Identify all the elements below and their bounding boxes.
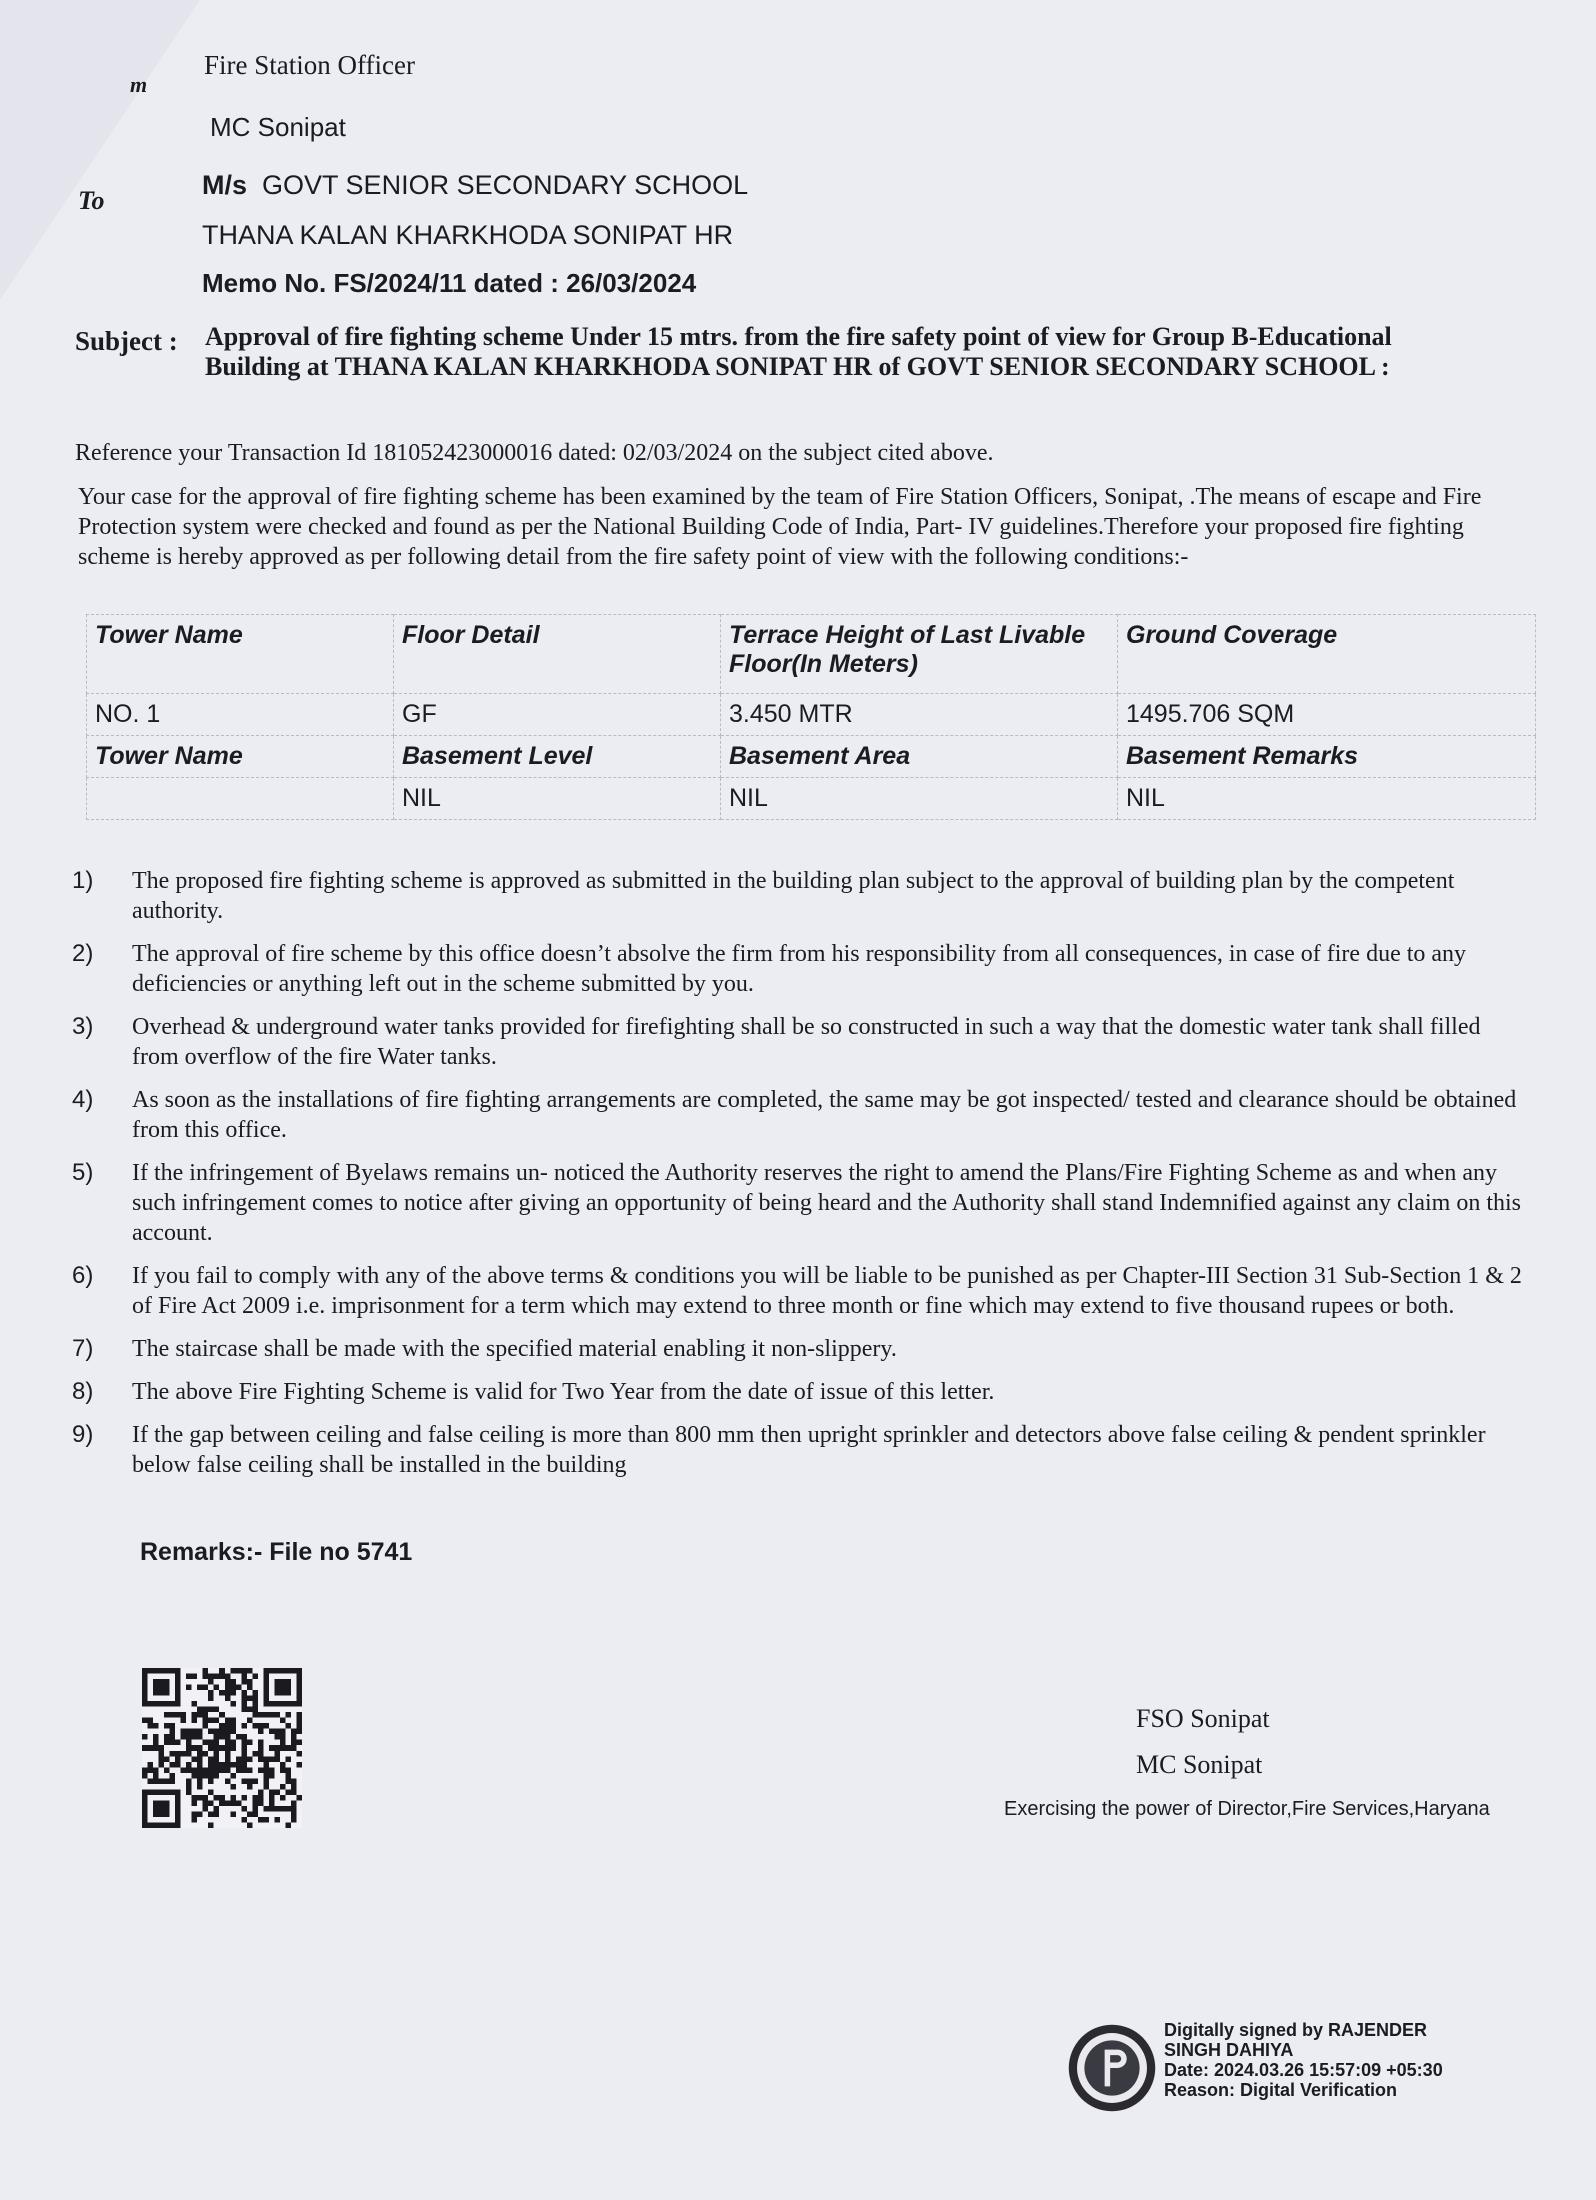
condition-number: 8) xyxy=(72,1378,94,1405)
condition-text: If the gap between ceiling and false ceiling is more than 800 mm then upright sprinkler and detectors above false ceiling & pendent sprinkler below false ceiling shall be installed in the building xyxy=(132,1422,1486,1478)
table-cell: GF xyxy=(394,694,721,736)
recipient-line2: THANA KALAN KHARKHODA SONIPAT HR xyxy=(202,220,734,250)
condition-number: 3) xyxy=(72,1013,94,1040)
recipient-line1 xyxy=(202,170,748,201)
qr-code-icon[interactable] xyxy=(142,1668,302,1828)
table-cell: 3.450 MTR xyxy=(721,694,1118,736)
list-item xyxy=(72,1012,1532,1072)
table-cell: NIL xyxy=(721,778,1118,820)
table-header-cell: Basement Level xyxy=(394,736,721,778)
recipient-name: GOVT SENIOR SECONDARY SCHOOL xyxy=(262,170,749,200)
table-row xyxy=(87,694,1536,736)
condition-text: Overhead & underground water tanks provided for firefighting shall be so constructed in such a way that the domestic water tank shall filled from overflow of the fire Water tanks. xyxy=(132,1014,1481,1070)
list-item xyxy=(72,866,1532,926)
table-header-cell: Basement Remarks xyxy=(1118,736,1536,778)
conditions-list xyxy=(72,866,1532,1493)
condition-number: 2) xyxy=(72,940,94,967)
condition-text: If you fail to comply with any of the above terms & conditions you will be liable to be punished as per Chapter-III Section 31 Sub-Section 1 & 2 of Fire Act 2009 i.e. imprisonment for a term which may extend to three month or fine which may extend to five thousand rupees or both. xyxy=(132,1263,1522,1319)
sender-title: Fire Station Officer xyxy=(204,50,415,80)
table-header-cell: Tower Name xyxy=(87,615,394,694)
condition-text: The proposed fire fighting scheme is approved as submitted in the building plan subject to the approval of building plan by the competent authority. xyxy=(132,868,1455,924)
subject-text: Approval of fire fighting scheme Under 15 mtrs. from the fire safety point of view for Group B-Educational Building at THANA KALAN KHARKHODA SONIPAT HR of GOVT SENIOR SECONDARY SCHOOL : xyxy=(205,322,1392,381)
subject-label: Subject : xyxy=(75,326,178,356)
list-item xyxy=(72,1158,1532,1248)
table-header-cell: Terrace Height of Last Livable Floor(In Meters) xyxy=(721,615,1118,694)
condition-number: 4) xyxy=(72,1086,94,1113)
recipient-prefix: M/s xyxy=(202,170,248,200)
table-header-cell: Basement Area xyxy=(721,736,1118,778)
condition-text: The above Fire Fighting Scheme is valid for Two Year from the date of issue of this letter. xyxy=(132,1379,995,1405)
dsig-line: SINGH DAHIYA xyxy=(1164,2040,1294,2060)
table-row xyxy=(87,778,1536,820)
digital-signature-seal-icon xyxy=(1066,2022,1158,2114)
table-row xyxy=(87,736,1536,778)
body-paragraph: Your case for the approval of fire fighting scheme has been examined by the team of Fire Station Officers, Sonipat, .The means of escape and Fire Protection system were checked and found as per the National Building Code of India, Part- IV guidelines.Therefore your proposed fire fighting scheme is hereby approved as per following detail from the fire safety point of view with the following conditions:- xyxy=(78,484,1482,570)
table-cell: NIL xyxy=(394,778,721,820)
reference-line: Reference your Transaction Id 181052423000016 dated: 02/03/2024 on the subject cited above. xyxy=(75,440,994,466)
condition-number: 9) xyxy=(72,1421,94,1448)
condition-number: 7) xyxy=(72,1335,94,1362)
list-item xyxy=(72,1420,1532,1480)
table-cell: NO. 1 xyxy=(87,694,394,736)
condition-text: The staircase shall be made with the specified material enabling it non-slippery. xyxy=(132,1336,897,1362)
condition-text: As soon as the installations of fire fighting arrangements are completed, the same may be got inspected/ tested and clearance should be obtained from this office. xyxy=(132,1087,1517,1143)
list-item xyxy=(72,1377,1532,1407)
dsig-line: Digitally signed by RAJENDER xyxy=(1164,2020,1428,2040)
condition-text: The approval of fire scheme by this office doesn’t absolve the firm from his responsibility from all consequences, in case of fire due to any deficiencies or anything left out in the scheme submitted by you. xyxy=(132,941,1467,997)
sender-office: MC Sonipat xyxy=(210,112,346,142)
building-detail-table xyxy=(86,614,1536,820)
signatory-authority: Exercising the power of Director,Fire Services,Haryana xyxy=(1004,1798,1490,1820)
condition-number: 6) xyxy=(72,1262,94,1289)
table-header-cell: Tower Name xyxy=(87,736,394,778)
condition-number: 1) xyxy=(72,867,94,894)
signatory-office: MC Sonipat xyxy=(1136,1750,1263,1779)
table-cell xyxy=(87,778,394,820)
dsig-date: Date: 2024.03.26 15:57:09 +05:30 xyxy=(1164,2060,1443,2080)
to-label: To xyxy=(78,186,105,215)
table-cell: NIL xyxy=(1118,778,1536,820)
list-item xyxy=(72,1334,1532,1364)
signatory-title: FSO Sonipat xyxy=(1136,1704,1270,1733)
digital-signature-block xyxy=(1164,2020,1443,2100)
table-row xyxy=(87,615,1536,694)
list-item xyxy=(72,1261,1532,1321)
folded-corner xyxy=(0,0,200,300)
from-label: m xyxy=(130,72,148,97)
table-header-cell: Floor Detail xyxy=(394,615,721,694)
condition-text: If the infringement of Byelaws remains un- noticed the Authority reserves the right to amend the Plans/Fire Fighting Scheme as and when any such infringement comes to notice after giving an opportunity of being heard and the Authority shall stand Indemnified against any claim on this account. xyxy=(132,1160,1521,1246)
memo-number: Memo No. FS/2024/11 dated : 26/03/2024 xyxy=(202,268,697,298)
table-cell: 1495.706 SQM xyxy=(1118,694,1536,736)
dsig-reason: Reason: Digital Verification xyxy=(1164,2080,1398,2100)
remarks: Remarks:- File no 5741 xyxy=(140,1538,413,1566)
list-item xyxy=(72,939,1532,999)
list-item xyxy=(72,1085,1532,1145)
table-header-cell: Ground Coverage xyxy=(1118,615,1536,694)
condition-number: 5) xyxy=(72,1159,94,1186)
